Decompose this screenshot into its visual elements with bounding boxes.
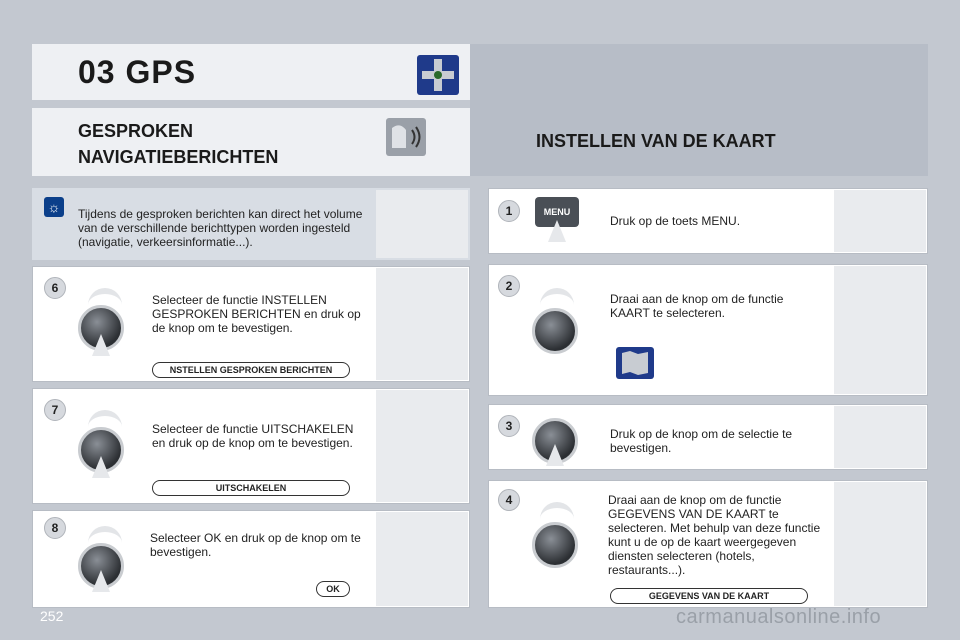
speaking-head-icon (386, 118, 426, 156)
topographic-banner (470, 44, 928, 176)
press-arrow-icon (548, 220, 566, 242)
step-text: Selecteer de functie INSTELLEN GESPROKEN BERICHTEN en druk op de knop om te bevestigen. (152, 293, 361, 335)
step-number: 6 (44, 277, 66, 299)
console-image (834, 482, 926, 606)
menu-label: GEGEVENS VAN DE KAART (610, 588, 808, 604)
step-number: 7 (44, 399, 66, 421)
press-arrow-icon (92, 570, 110, 592)
menu-label: NSTELLEN GESPROKEN BERICHTEN (152, 362, 350, 378)
crossroads-icon (417, 55, 459, 95)
section-title-right: INSTELLEN VAN DE KAART (536, 131, 776, 151)
console-image (834, 190, 926, 252)
page-number: 252 (40, 608, 64, 624)
section-title-left: GESPROKEN NAVIGATIEBERICHTEN (78, 121, 279, 167)
step-text: Druk op de knop om de selectie te bevestigen. (610, 427, 793, 455)
chapter-title: 03 GPS (78, 54, 197, 90)
console-image (376, 268, 468, 380)
menu-button-icon: MENU (535, 197, 579, 227)
step-text: Selecteer de functie UITSCHAKELEN en druk op de knop om te bevestigen. (152, 422, 354, 450)
step-number: 2 (498, 275, 520, 297)
step-text: Draai aan de knop om de functie GEGEVENS VAN DE KAART te selecteren. Met behulp van deze functie kunt u de op de kaart weergegeven diensten selecteren (hotels, restaurants...). (608, 493, 821, 577)
menu-label: OK (316, 581, 350, 597)
step-text: Druk op de toets MENU. (610, 214, 741, 228)
tip-text: Tijdens de gesproken berichten kan direct het volume van de verschillende berichttypen worden ingesteld (navigatie, verkeersinformatie...). (78, 207, 363, 249)
step-number: 4 (498, 489, 520, 511)
console-image (376, 512, 468, 606)
rotary-knob (532, 308, 578, 354)
rotary-knob (532, 522, 578, 568)
console-image (834, 266, 926, 394)
step-number: 1 (498, 200, 520, 222)
map-icon (616, 347, 654, 379)
step-number: 3 (498, 415, 520, 437)
press-arrow-icon (546, 444, 564, 466)
watermark: carmanualsonline.info (676, 606, 882, 628)
step-number: 8 (44, 517, 66, 539)
press-arrow-icon (92, 334, 110, 356)
sun-icon: ☼ (44, 197, 64, 217)
console-image (376, 390, 468, 502)
menu-label: UITSCHAKELEN (152, 480, 350, 496)
console-image (376, 190, 468, 258)
step-text: Draai aan de knop om de functie KAART te selecteren. (610, 292, 784, 320)
console-image (834, 406, 926, 468)
step-text: Selecteer OK en druk op de knop om te bevestigen. (150, 531, 361, 559)
press-arrow-icon (92, 456, 110, 478)
